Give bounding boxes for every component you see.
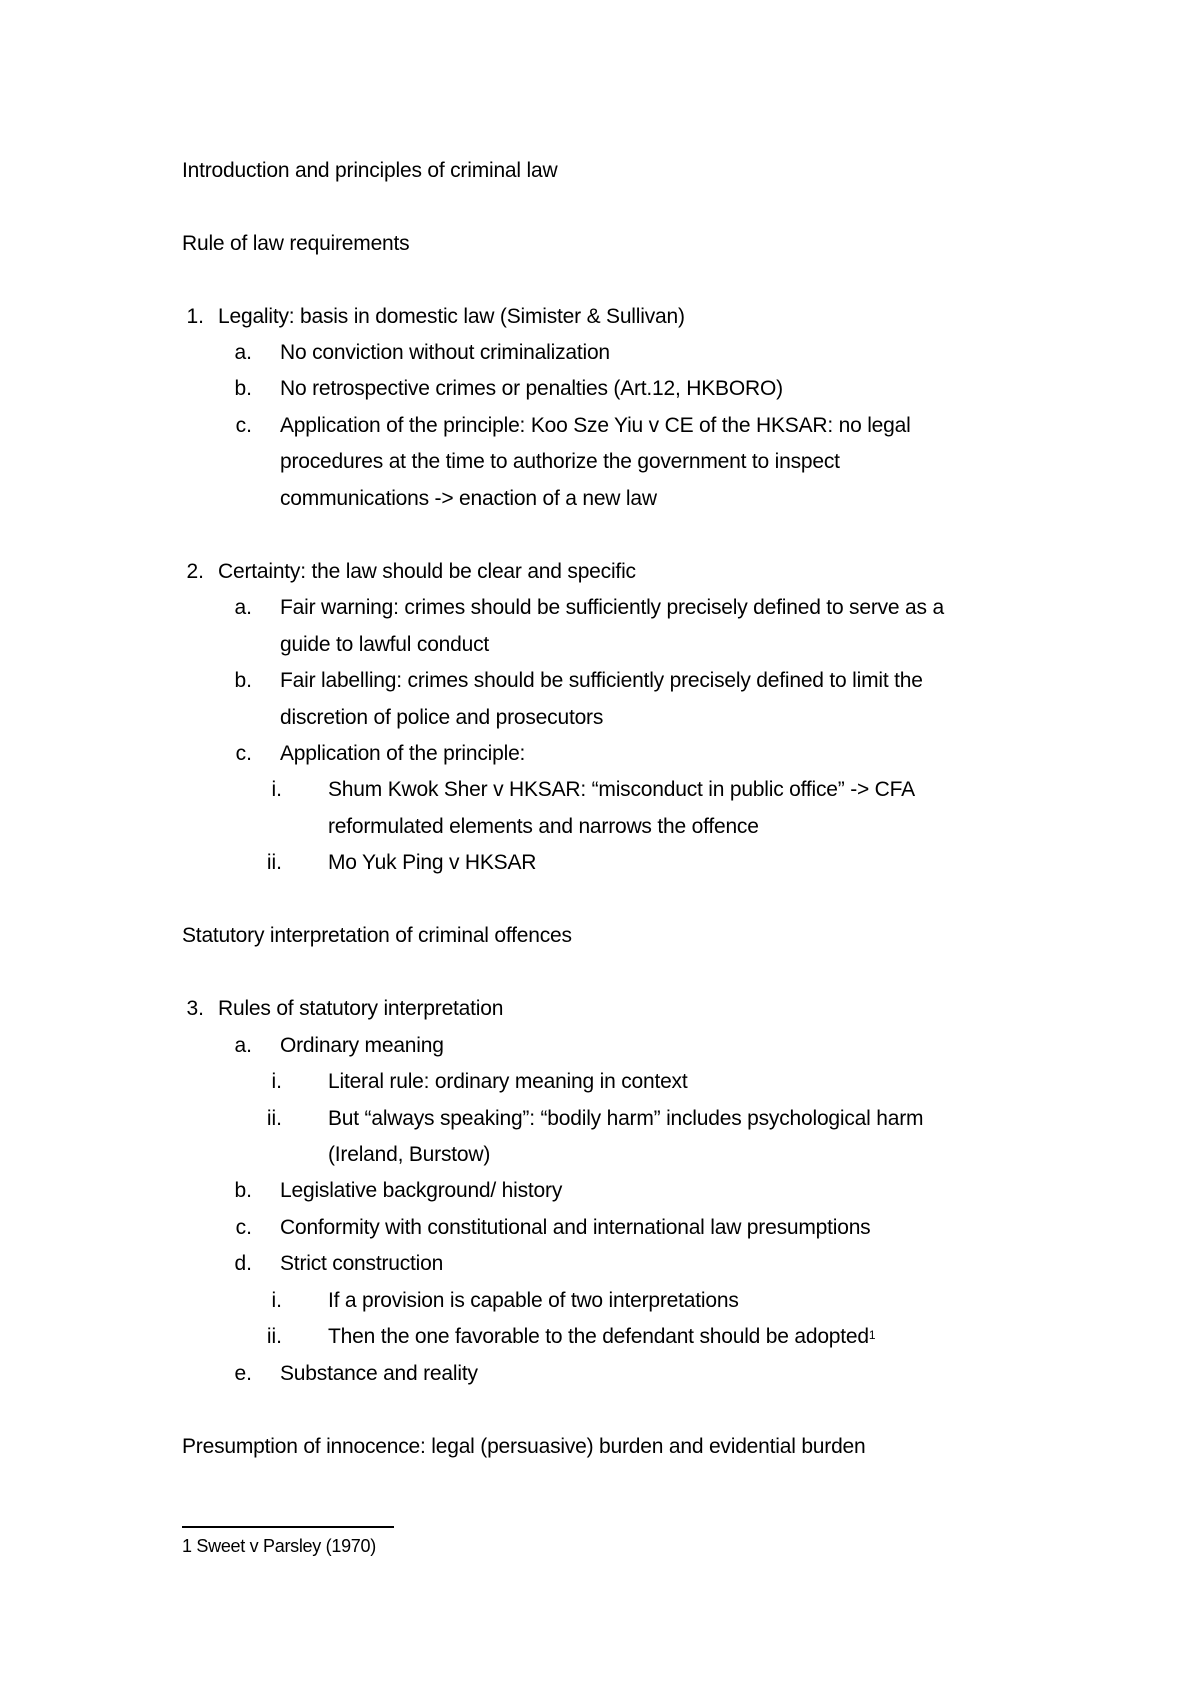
list-marker: e. bbox=[234, 1362, 252, 1385]
list-item-statutory-rules: Rules of statutory interpretation bbox=[218, 997, 504, 1020]
list-item: If a provision is capable of two interpretations bbox=[328, 1289, 739, 1312]
footnote-separator bbox=[182, 1526, 394, 1528]
list-marker: b. bbox=[234, 1179, 252, 1202]
section-heading-presumption-of-innocence: Presumption of innocence: legal (persuasive) burden and evidential burden bbox=[182, 1435, 866, 1458]
list-marker: i. bbox=[271, 1070, 282, 1093]
list-item-line: discretion of police and prosecutors bbox=[280, 706, 604, 729]
footnote bbox=[182, 1534, 376, 1558]
list-item-line: procedures at the time to authorize the government to inspect bbox=[280, 450, 840, 473]
list-item: Strict construction bbox=[280, 1252, 444, 1275]
list-item-text: Then the one favorable to the defendant should be adopted bbox=[328, 1325, 869, 1348]
list-item: Conformity with constitutional and international law presumptions bbox=[280, 1216, 871, 1239]
list-marker: 2. bbox=[186, 560, 204, 583]
section-heading-statutory-interpretation: Statutory interpretation of criminal offences bbox=[182, 924, 572, 947]
document-title: Introduction and principles of criminal law bbox=[182, 159, 558, 182]
footnote-number: 1 bbox=[182, 1536, 192, 1556]
list-marker: b. bbox=[234, 377, 252, 400]
list-item: Substance and reality bbox=[280, 1362, 478, 1385]
list-marker: ii. bbox=[266, 1107, 282, 1130]
list-marker: c. bbox=[235, 1216, 252, 1239]
footnote-reference[interactable]: 1 bbox=[868, 1328, 876, 1342]
list-item: Application of the principle: bbox=[280, 742, 526, 765]
section-heading-rule-of-law: Rule of law requirements bbox=[182, 232, 410, 255]
list-marker: a. bbox=[234, 341, 252, 364]
list-item: No retrospective crimes or penalties (Art.12, HKBORO) bbox=[280, 377, 783, 400]
list-item-certainty: Certainty: the law should be clear and specific bbox=[218, 560, 636, 583]
list-marker: 3. bbox=[186, 997, 204, 1020]
list-item: Literal rule: ordinary meaning in context bbox=[328, 1070, 688, 1093]
list-marker: a. bbox=[234, 596, 252, 619]
list-marker: a. bbox=[234, 1034, 252, 1057]
list-item-line: Fair labelling: crimes should be sufficiently precisely defined to limit the bbox=[280, 669, 923, 692]
list-item: Mo Yuk Ping v HKSAR bbox=[328, 851, 537, 874]
list-item-line: Application of the principle: Koo Sze Yiu v CE of the HKSAR: no legal bbox=[280, 414, 911, 437]
footnote-text: Sweet v Parsley (1970) bbox=[196, 1536, 376, 1556]
list-item: No conviction without criminalization bbox=[280, 341, 610, 364]
list-marker: 1. bbox=[186, 305, 204, 328]
list-marker: c. bbox=[235, 414, 252, 437]
list-marker: ii. bbox=[266, 1325, 282, 1348]
list-item-line: communications -> enaction of a new law bbox=[280, 487, 657, 510]
list-item-line: But “always speaking”: “bodily harm” includes psychological harm bbox=[328, 1107, 924, 1130]
list-item: Legislative background/ history bbox=[280, 1179, 563, 1202]
list-item-line: Fair warning: crimes should be sufficiently precisely defined to serve as a bbox=[280, 596, 944, 619]
list-item-with-footnote bbox=[328, 1324, 875, 1350]
list-marker: c. bbox=[235, 742, 252, 765]
list-marker: i. bbox=[271, 778, 282, 801]
list-item-line: Shum Kwok Sher v HKSAR: “misconduct in public office” -> CFA bbox=[328, 778, 915, 801]
list-marker: i. bbox=[271, 1289, 282, 1312]
list-marker: d. bbox=[234, 1252, 252, 1275]
list-marker: ii. bbox=[266, 851, 282, 874]
list-item-line: guide to lawful conduct bbox=[280, 633, 490, 656]
list-item-line: (Ireland, Burstow) bbox=[328, 1143, 491, 1166]
list-item: Ordinary meaning bbox=[280, 1034, 444, 1057]
list-marker: b. bbox=[234, 669, 252, 692]
list-item-line: reformulated elements and narrows the offence bbox=[328, 815, 759, 838]
list-item-legality: Legality: basis in domestic law (Simister & Sullivan) bbox=[218, 305, 685, 328]
